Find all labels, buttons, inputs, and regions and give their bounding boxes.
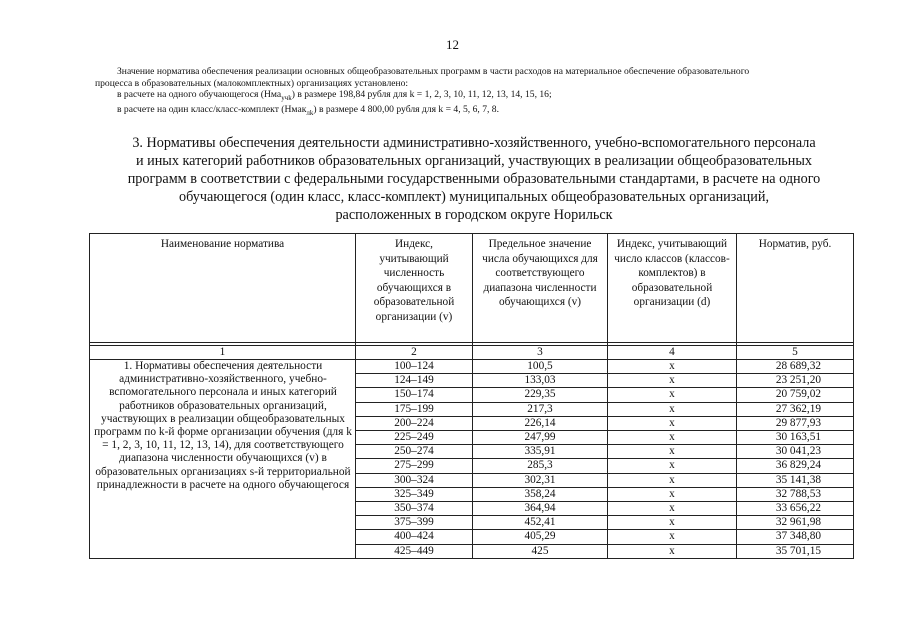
norm-value-cell: 33 656,22 — [737, 502, 854, 516]
range-cell: 375–399 — [356, 516, 473, 530]
index-d-cell: х — [608, 402, 737, 416]
norm-value-cell: 35 141,38 — [737, 473, 854, 487]
index-d-cell: х — [608, 473, 737, 487]
index-d-cell: х — [608, 374, 737, 388]
intro-line-3 — [95, 89, 880, 104]
norm-value-cell: 37 348,80 — [737, 530, 854, 544]
column-number: 3 — [473, 346, 608, 360]
norm-value-cell: 23 251,20 — [737, 374, 854, 388]
norm-value-cell: 35 701,15 — [737, 544, 854, 558]
index-d-cell: х — [608, 459, 737, 473]
limit-cell: 217,3 — [473, 402, 608, 416]
range-cell: 425–449 — [356, 544, 473, 558]
intro-line-3-sub: учk — [281, 93, 292, 102]
norm-value-cell: 30 163,51 — [737, 431, 854, 445]
norm-value-cell: 36 829,24 — [737, 459, 854, 473]
range-cell: 250–274 — [356, 445, 473, 459]
intro-line-4 — [95, 104, 880, 119]
range-cell: 225–249 — [356, 431, 473, 445]
limit-cell: 285,3 — [473, 459, 608, 473]
index-d-cell: х — [608, 416, 737, 430]
intro-line-4-sub: лk — [306, 109, 314, 118]
range-cell: 200–224 — [356, 416, 473, 430]
index-d-cell: х — [608, 445, 737, 459]
range-cell: 100–124 — [356, 360, 473, 374]
index-d-cell: х — [608, 530, 737, 544]
page-number: 12 — [446, 37, 459, 52]
index-d-cell: х — [608, 360, 737, 374]
intro-line-3-pre: в расчете на одного обучающегося (Нма — [117, 89, 282, 100]
limit-cell: 358,24 — [473, 487, 608, 501]
index-d-cell: х — [608, 502, 737, 516]
intro-line-4-pre: в расчете на один класс/класс-комплект (Нмак — [117, 104, 307, 116]
norm-value-cell: 27 362,19 — [737, 402, 854, 416]
norm-value-cell: 29 877,93 — [737, 416, 854, 430]
intro-line-2: процесса в образовательных (малокомплектных) организациях установлено: — [95, 77, 409, 89]
heading-line-2: и иных категорий работников образовательных организаций, участвующих в реализации общеобразовательных — [135, 153, 812, 169]
limit-cell: 364,94 — [473, 502, 608, 516]
range-cell: 350–374 — [356, 502, 473, 516]
heading-line-4: обучающегося (один класс, класс-комплект) муниципальных общеобразовательных организаций, — [178, 189, 770, 205]
limit-cell: 405,29 — [473, 530, 608, 544]
table-row — [90, 360, 854, 374]
norms-table — [89, 233, 854, 559]
column-number: 1 — [90, 346, 356, 360]
index-d-cell: х — [608, 487, 737, 501]
norm-value-cell: 30 041,23 — [737, 445, 854, 459]
column-number: 5 — [737, 346, 854, 360]
limit-cell: 335,91 — [473, 445, 608, 459]
limit-cell: 247,99 — [473, 431, 608, 445]
header-col-2: Индекс, учитывающий численность обучающихся в образовательной организации (v) — [356, 234, 473, 343]
range-cell: 124–149 — [356, 374, 473, 388]
norm-value-cell: 32 788,53 — [737, 487, 854, 501]
table-header-row — [90, 234, 854, 343]
limit-cell: 100,5 — [473, 360, 608, 374]
norm-value-cell: 28 689,32 — [737, 360, 854, 374]
column-number: 4 — [608, 346, 737, 360]
intro-line-1: Значение норматива обеспечения реализации основных общеобразовательных программ в части расходов на материальное обеспечение образовательного — [117, 66, 750, 77]
intro-line-4-post: ) в размере 4 800,00 рубля для k = 4, 5, 6, 7, 8. — [313, 104, 499, 116]
limit-cell: 229,35 — [473, 388, 608, 402]
header-col-3: Предельное значение числа обучающихся для соответствующего диапазона численности обучающихся (v) — [473, 234, 608, 343]
intro-line-3-post: ) в размере 198,84 рубля для k = 1, 2, 3, 10, 11, 12, 13, 14, 15, 16; — [291, 89, 552, 100]
heading-line-5: расположенных в городском округе Норильск — [335, 207, 613, 223]
index-d-cell: х — [608, 431, 737, 445]
norm-value-cell: 20 759,02 — [737, 388, 854, 402]
header-col-1: Наименование норматива — [90, 234, 356, 343]
range-cell: 325–349 — [356, 487, 473, 501]
column-number-row — [90, 346, 854, 360]
index-d-cell: х — [608, 544, 737, 558]
header-col-4: Индекс, учитывающий число классов (классов-комплектов) в образовательной организации (d) — [608, 234, 737, 343]
range-cell: 300–324 — [356, 473, 473, 487]
intro-paragraph — [95, 66, 880, 120]
range-cell: 175–199 — [356, 402, 473, 416]
header-col-5: Норматив, руб. — [737, 234, 854, 343]
limit-cell: 226,14 — [473, 416, 608, 430]
range-cell: 400–424 — [356, 530, 473, 544]
limit-cell: 425 — [473, 544, 608, 558]
index-d-cell: х — [608, 388, 737, 402]
norm-value-cell: 32 961,98 — [737, 516, 854, 530]
heading-line-3: программ в соответствии с федеральными государственными образовательными стандартами, в расчете на одного — [127, 171, 821, 187]
section-heading — [90, 134, 858, 224]
range-cell: 150–174 — [356, 388, 473, 402]
norm-description: 1. Нормативы обеспечения деятельности административно-хозяйственного, учебно-вспомогательного персонала и иных категорий работников образовательных организаций, участвующих в реализации общеобразовательных программ по k-й форме организации обучения (для k = 1, 2, 3, 10, 11, 12, 13, 14), для соответствующего диапазона численности обучающихся (v) в образовательных организациях s-й территориальной принадлежности в расчете на одного обучающегося — [90, 360, 356, 559]
limit-cell: 452,41 — [473, 516, 608, 530]
column-number: 2 — [356, 346, 473, 360]
heading-line-1: 3. Нормативы обеспечения деятельности административно-хозяйственного, учебно-вспомогательного персонала — [132, 135, 816, 151]
limit-cell: 133,03 — [473, 374, 608, 388]
index-d-cell: х — [608, 516, 737, 530]
limit-cell: 302,31 — [473, 473, 608, 487]
range-cell: 275–299 — [356, 459, 473, 473]
